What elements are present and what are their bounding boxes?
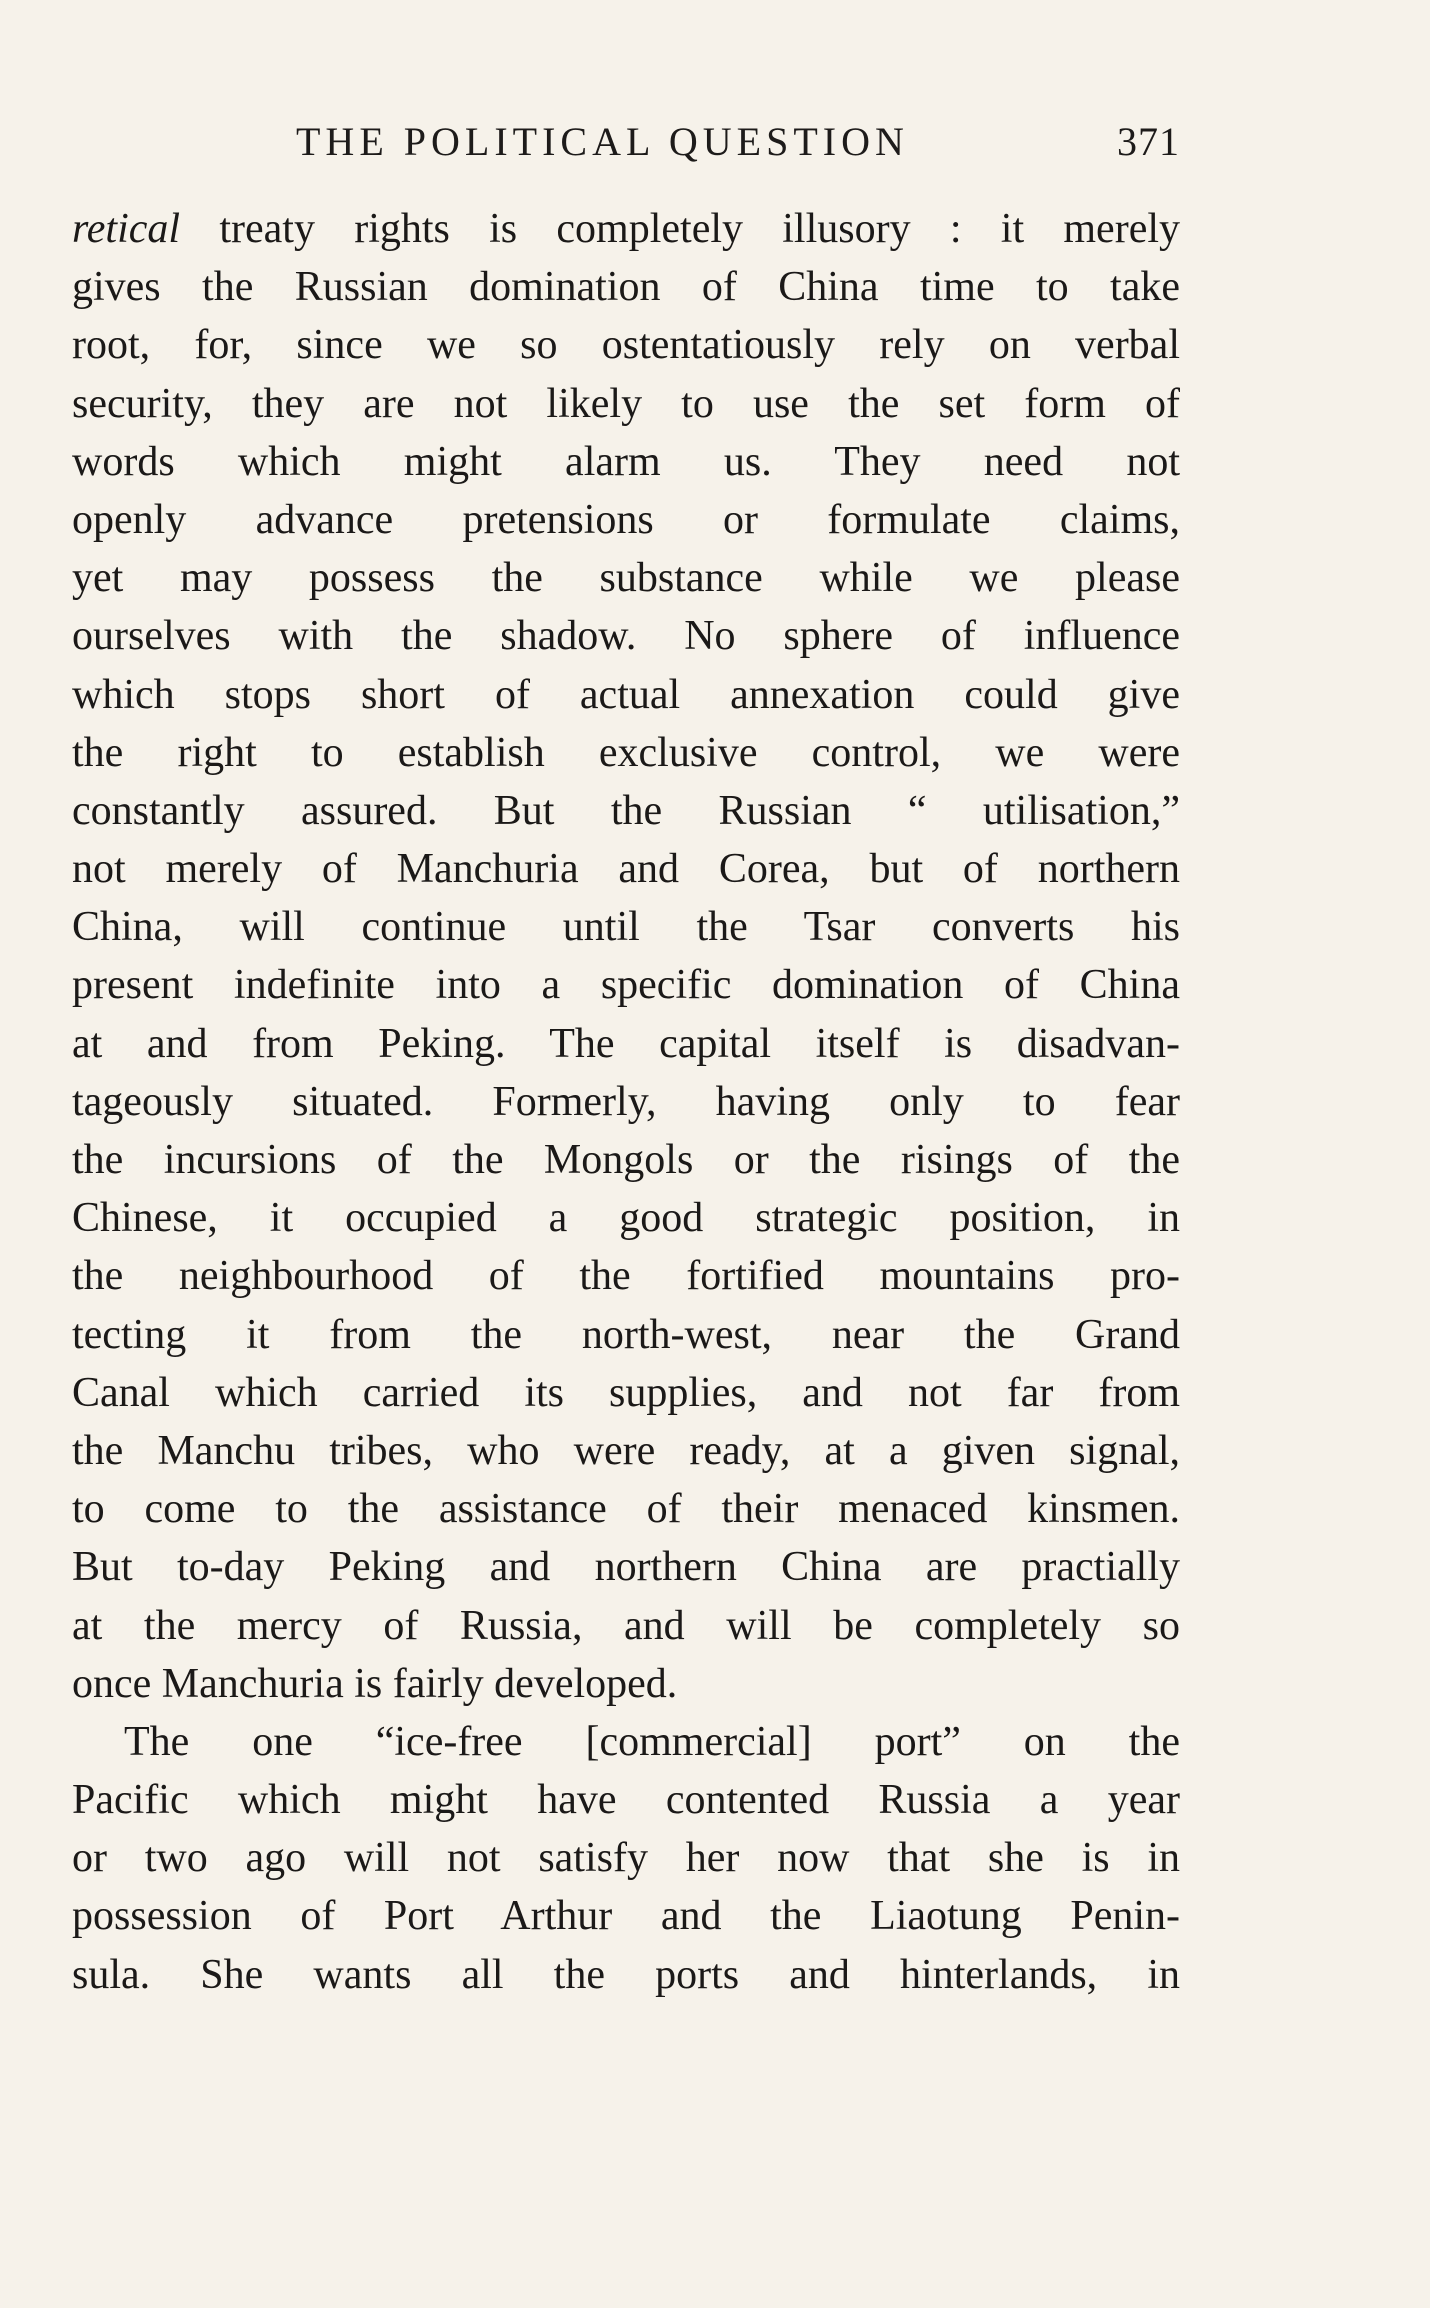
text-line: the incursions of the Mongols or the risings of the [72, 1137, 1180, 1183]
text-line: not merely of Manchuria and Corea, but of northern [72, 846, 1180, 893]
text-line: Canal which carried its supplies, and not far from [72, 1369, 1180, 1416]
text-line: the right to establish exclusive control, we were [72, 729, 1180, 776]
text-line: once Manchuria is fairly developed. [72, 1660, 678, 1707]
text-line: the neighbourhood of the fortified mountains pro- [72, 1253, 1180, 1300]
body-text [72, 200, 1180, 2004]
text-line: possession of Port Arthur and the Liaotung Penin- [72, 1893, 1180, 1940]
text-line: yet may possess the substance while we please [72, 555, 1180, 602]
page-number: 371 [1117, 119, 1180, 164]
text-line: openly advance pretensions or formulate claims, [72, 496, 1180, 543]
text-line: present indefinite into a specific domination of China [72, 962, 1180, 1009]
text-line [72, 200, 1180, 258]
running-head: THE POLITICAL QUESTION [296, 119, 909, 164]
text-line: tageously situated. Formerly, having only to fear [72, 1078, 1180, 1125]
text-line: or two ago will not satisfy her now that she is in [72, 1835, 1180, 1882]
text-line: at and from Peking. The capital itself is disadvan- [72, 1020, 1180, 1067]
text-line: tecting it from the north-west, near the Grand [72, 1311, 1180, 1358]
text-line: to come to the assistance of their menaced kinsmen. [72, 1486, 1180, 1533]
text-line: security, they are not likely to use the set form of [72, 380, 1180, 427]
text-line: Pacific which might have contented Russia a year [72, 1777, 1180, 1824]
line-text: treaty rights is completely illusory : it merely [180, 206, 1180, 252]
italic-fragment: retical [72, 206, 181, 252]
text-line: root, for, since we so ostentatiously rely on verbal [72, 322, 1180, 369]
text-line: ourselves with the shadow. No sphere of influence [72, 613, 1180, 660]
text-line: at the mercy of Russia, and will be completely so [72, 1602, 1180, 1649]
text-line: Chinese, it occupied a good strategic position, in [72, 1195, 1180, 1242]
text-line: gives the Russian domination of China time to take [72, 264, 1180, 311]
page-header [72, 118, 1180, 178]
text-line: constantly assured. But the Russian “ utilisation,” [72, 787, 1180, 834]
text-line: words which might alarm us. They need not [72, 438, 1180, 485]
text-line: China, will continue until the Tsar converts his [72, 904, 1180, 951]
text-line: The one “ice-free [commercial] port” on the [124, 1718, 1180, 1765]
text-line: sula. She wants all the ports and hinterlands, in [72, 1951, 1180, 1998]
text-line: the Manchu tribes, who were ready, at a given signal, [72, 1427, 1180, 1474]
text-line: which stops short of actual annexation could give [72, 671, 1180, 718]
text-line: But to-day Peking and northern China are practially [72, 1544, 1180, 1591]
